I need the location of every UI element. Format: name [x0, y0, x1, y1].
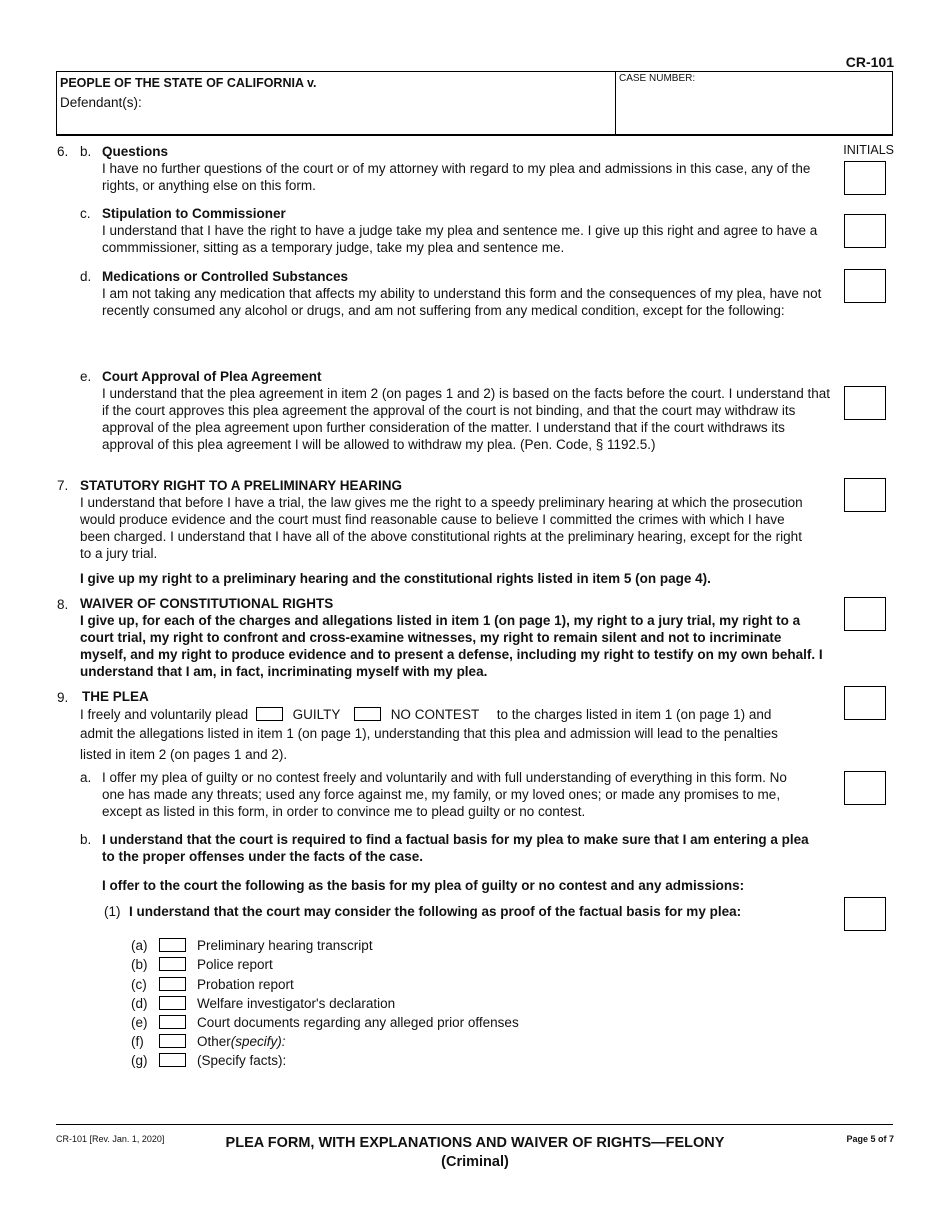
- caption-title: PEOPLE OF THE STATE OF CALIFORNIA v.: [60, 76, 317, 90]
- item-8: [80, 595, 825, 680]
- item-7-text: I understand that before I have a trial, the law gives me the right to a speedy preliminary hearing at which the prosecution would produce evidence and the court must find reasonable cause to believe I committed the crimes with which I have been charged. I understand that I have all of the above constitutional rights at the preliminary hearing, except for the right to a jury trial.: [80, 495, 803, 561]
- item-6e-text: I understand that the plea agreement in item 2 (on pages 1 and 2) is based on the facts before the court. I understand that if the court approves this plea agreement the approval of the court is not binding, and that the court may withdraw its approval of the plea agreement upon further consideration of the matter. I understand that if the court withdraws its approval of this plea agreement I will be allowed to withdraw my plea. (Pen. Code, § 1192.5.): [102, 386, 830, 452]
- plea-prefix: I freely and voluntarily plead: [80, 707, 249, 722]
- fact-option-label: Probation report: [197, 977, 294, 992]
- item-8-heading: WAIVER OF CONSTITUTIONAL RIGHTS: [80, 596, 334, 611]
- no-contest-checkbox[interactable]: [354, 707, 381, 721]
- item-6d-heading: Medications or Controlled Substances: [102, 269, 349, 284]
- item-7: [80, 477, 815, 562]
- item-9b-offer: I offer to the court the following as the basis for my plea of guilty or no contest and any admissions:: [102, 878, 745, 893]
- fact-option-b: [131, 957, 273, 976]
- item-9-heading: THE PLEA: [82, 689, 149, 704]
- fact-option-label: Other: [197, 1034, 231, 1049]
- item-6b-heading: Questions: [102, 144, 169, 159]
- case-number-label: CASE NUMBER:: [619, 73, 696, 84]
- fact-option-checkbox[interactable]: [159, 1053, 186, 1067]
- item-8-number: 8.: [57, 597, 69, 612]
- fact-option-checkbox[interactable]: [159, 1034, 186, 1048]
- initials-box-9[interactable]: [844, 686, 886, 720]
- fact-option-label: Police report: [197, 957, 273, 972]
- page-number: Page 5 of 7: [846, 1134, 894, 1144]
- fact-option-letter: (d): [131, 996, 148, 1011]
- initials-box-8[interactable]: [844, 597, 886, 631]
- item-9b-text: I understand that the court is required to find a factual basis for my plea to make sure that I am entering a plea to the proper offenses under the facts of the case.: [102, 832, 809, 864]
- item-9-number: 9.: [57, 690, 69, 705]
- item-7-number: 7.: [57, 478, 69, 493]
- fact-option-letter: (e): [131, 1015, 148, 1030]
- plea-line: [80, 706, 840, 723]
- guilty-checkbox[interactable]: [256, 707, 283, 721]
- plea-suffix: to the charges listed in item 1 (on page 1) and: [496, 707, 772, 722]
- fact-option-label: Preliminary hearing transcript: [197, 938, 373, 953]
- fact-option-checkbox[interactable]: [159, 977, 186, 991]
- item-6c: [102, 205, 837, 256]
- item-6b: [102, 143, 837, 194]
- fact-option-letter: (b): [131, 957, 148, 972]
- form-title-sub: (Criminal): [441, 1154, 509, 1170]
- initials-heading: INITIALS: [843, 143, 894, 157]
- initials-box-6e[interactable]: [844, 386, 886, 420]
- plea-line-3: listed in item 2 (on pages 1 and 2).: [80, 747, 288, 762]
- item-9a-text: I offer my plea of guilty or no contest freely and voluntarily and with full understanding of everything in this form. No one has made any threats; used any force against me, my family, or my loved ones; or made any promises to me, except as listed in this form, in order to convince me to plead guilty or no contest.: [102, 770, 787, 819]
- item-9a-letter: a.: [80, 770, 92, 785]
- item-6-number: 6.: [57, 144, 69, 159]
- item-6b-text: I have no further questions of the court or of my attorney with regard to my plea and admissions in this case, any of the rights, or anything else on this form.: [102, 161, 811, 193]
- item-6c-text: I understand that I have the right to have a judge take my plea and sentence me. I give up this right and agree to have a commmissioner, sitting as a temporary judge, take my plea and sentence me.: [102, 223, 818, 255]
- fact-option-label: (Specify facts):: [197, 1053, 287, 1068]
- no-contest-label: NO CONTEST: [390, 707, 479, 722]
- caption-divider: [615, 72, 616, 134]
- item-6e: [102, 368, 837, 453]
- form-title-main: PLEA FORM, WITH EXPLANATIONS AND WAIVER OF RIGHTS—FELONY: [225, 1135, 725, 1151]
- item-7-waiver: I give up my right to a preliminary hearing and the constitutional rights listed in item 5 (on page 4).: [80, 571, 711, 586]
- case-caption: [56, 71, 893, 136]
- fact-option-g: [131, 1053, 286, 1072]
- fact-option-suffix: (specify):: [230, 1034, 286, 1049]
- item-6e-heading: Court Approval of Plea Agreement: [102, 369, 322, 384]
- fact-option-checkbox[interactable]: [159, 957, 186, 971]
- form-title: [200, 1134, 750, 1172]
- fact-option-f: [131, 1034, 286, 1053]
- fact-option-label: Court documents regarding any alleged prior offenses: [197, 1015, 519, 1030]
- guilty-label: GUILTY: [292, 707, 341, 722]
- initials-box-9b1[interactable]: [844, 897, 886, 931]
- item-6d-letter: d.: [80, 269, 92, 284]
- fact-option-letter: (f): [131, 1034, 144, 1049]
- fact-option-checkbox[interactable]: [159, 938, 186, 952]
- form-id: CR-101: [845, 54, 894, 70]
- item-6c-heading: Stipulation to Commissioner: [102, 206, 286, 221]
- item-6d: [102, 268, 839, 319]
- initials-box-7[interactable]: [844, 478, 886, 512]
- defendant-label: Defendant(s):: [60, 95, 142, 110]
- item-7-heading: STATUTORY RIGHT TO A PRELIMINARY HEARING: [80, 478, 403, 493]
- fact-option-label: Welfare investigator's declaration: [197, 996, 396, 1011]
- form-revision: CR-101 [Rev. Jan. 1, 2020]: [56, 1134, 165, 1144]
- initials-box-9a[interactable]: [844, 771, 886, 805]
- fact-option-d: [131, 996, 395, 1015]
- fact-option-checkbox[interactable]: [159, 996, 186, 1010]
- fact-option-letter: (c): [131, 977, 147, 992]
- item-6b-letter: b.: [80, 144, 92, 159]
- footer-rule: [56, 1124, 893, 1125]
- initials-box-6b[interactable]: [844, 161, 886, 195]
- item-6c-letter: c.: [80, 206, 91, 221]
- item-6e-letter: e.: [80, 369, 92, 384]
- initials-box-6c[interactable]: [844, 214, 886, 248]
- initials-box-6d[interactable]: [844, 269, 886, 303]
- fact-option-e: [131, 1015, 519, 1034]
- item-9b1-number: (1): [104, 904, 121, 919]
- item-9b-letter: b.: [80, 832, 92, 847]
- fact-option-letter: (a): [131, 938, 148, 953]
- fact-option-checkbox[interactable]: [159, 1015, 186, 1029]
- item-6d-text: I am not taking any medication that affects my ability to understand this form and the consequences of my plea, have not recently consumed any alcohol or drugs, and am not suffering from any medical condition, except for the following:: [102, 286, 822, 318]
- fact-option-a: [131, 938, 373, 957]
- fact-option-letter: (g): [131, 1053, 148, 1068]
- fact-option-c: [131, 977, 294, 996]
- plea-line-2: admit the allegations listed in item 1 (on page 1), understanding that this plea and admission will lead to the penalties: [80, 726, 778, 741]
- item-8-text: I give up, for each of the charges and allegations listed in item 1 (on page 1), my right to a jury trial, my right to a court trial, my right to confront and cross-examine witnesses, my right to remain silent and not to incriminate myself, and my right to produce evidence and to present a defense, including my right to testify on my own behalf. I understand that I am, in fact, incriminating myself with my plea.: [80, 613, 823, 679]
- item-9b1-text: I understand that the court may consider the following as proof of the factual basis for my plea:: [129, 904, 742, 919]
